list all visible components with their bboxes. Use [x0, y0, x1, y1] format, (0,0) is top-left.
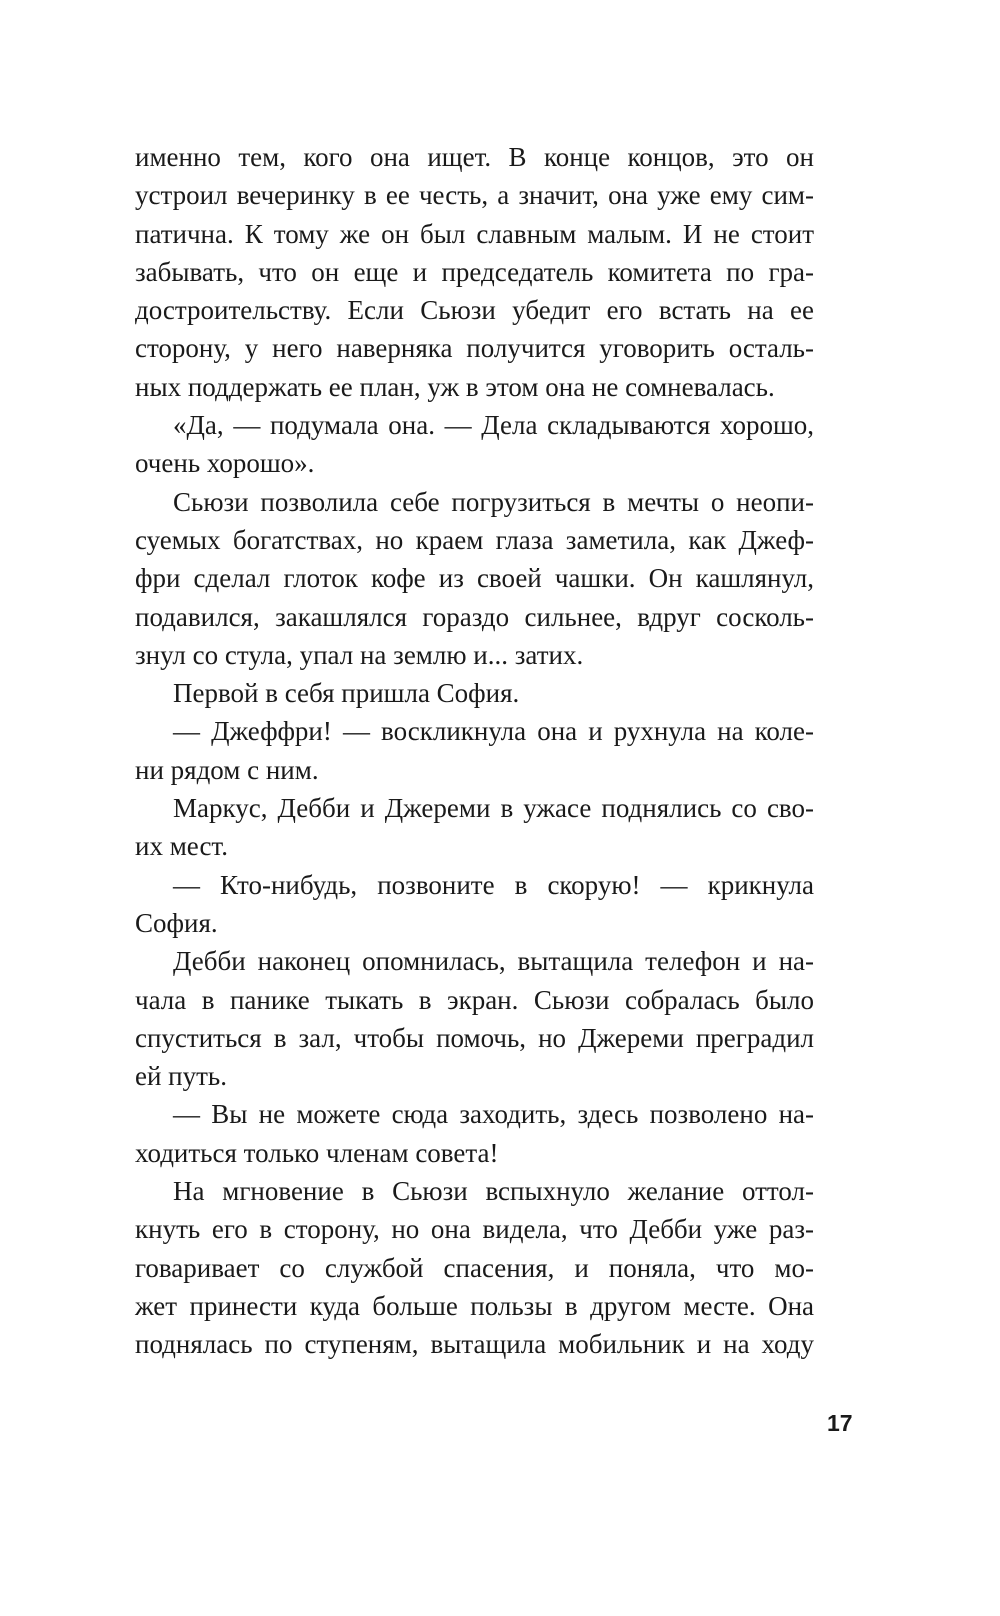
- text-line: очень хорошо».: [135, 448, 315, 479]
- text-line: София.: [135, 907, 218, 938]
- text-line: сторону, у него наверняка получится уговорить осталь-: [135, 333, 814, 364]
- text-line: Сьюзи позволила себе погрузиться в мечты о неопи-: [173, 486, 814, 517]
- text-line: — Кто-нибудь, позвоните в скорую! — крикнула: [173, 869, 814, 900]
- text-line: Первой в себя пришла София.: [173, 678, 520, 709]
- text-line: «Да, — подумала она. — Дела складываются хорошо,: [173, 410, 814, 441]
- text-line: знул со стула, упал на землю и... затих.: [135, 639, 584, 670]
- text-line: ни рядом с ним.: [135, 754, 319, 785]
- text-line: достроительству. Если Сьюзи убедит его встать на ее: [135, 295, 814, 326]
- text-line: спуститься в зал, чтобы помочь, но Джереми преградил: [135, 1022, 814, 1053]
- text-line: фри сделал глоток кофе из своей чашки. Он кашлянул,: [135, 563, 814, 594]
- text-line: ей путь.: [135, 1061, 227, 1092]
- text-line: ных поддержать ее план, уж в этом она не сомневалась.: [135, 371, 775, 402]
- text-line: Маркус, Дебби и Джереми в ужасе поднялись со сво-: [173, 793, 814, 824]
- text-line: подавился, закашлялся гораздо сильнее, вдруг сосколь-: [135, 601, 814, 632]
- text-line: устроил вечеринку в ее честь, а значит, она уже ему сим-: [135, 180, 814, 211]
- text-line: На мгновение в Сьюзи вспыхнуло желание оттол-: [173, 1176, 814, 1207]
- text-line: жет принести куда больше пользы в другом месте. Она: [135, 1290, 814, 1321]
- text-line: их мест.: [135, 831, 228, 862]
- text-line: суемых богатствах, но краем глаза заметила, как Джеф-: [135, 524, 814, 555]
- page-number: 17: [827, 1410, 853, 1436]
- text-line: — Джеффри! — воскликнула она и рухнула на коле-: [173, 716, 814, 747]
- text-line: говаривает со службой спасения, и поняла, что мо-: [135, 1252, 814, 1283]
- text-line: поднялась по ступеням, вытащила мобильник и на ходу: [135, 1329, 814, 1360]
- text-line: кнуть его в сторону, но она видела, что Дебби уже раз-: [135, 1214, 814, 1245]
- text-line: забывать, что он еще и председатель комитета по гра-: [135, 256, 814, 287]
- text-line: чала в панике тыкать в экран. Сьюзи собралась было: [135, 984, 814, 1015]
- text-line: Дебби наконец опомнилась, вытащила телефон и на-: [173, 946, 814, 977]
- text-line: ходиться только членам совета!: [135, 1137, 499, 1168]
- text-line: — Вы не можете сюда заходить, здесь позволено на-: [173, 1099, 814, 1130]
- body-text: [135, 138, 814, 1364]
- text-line: патична. К тому же он был славным малым. И не стоит: [135, 218, 814, 249]
- text-line: именно тем, кого она ищет. В конце концов, это он: [135, 142, 814, 172]
